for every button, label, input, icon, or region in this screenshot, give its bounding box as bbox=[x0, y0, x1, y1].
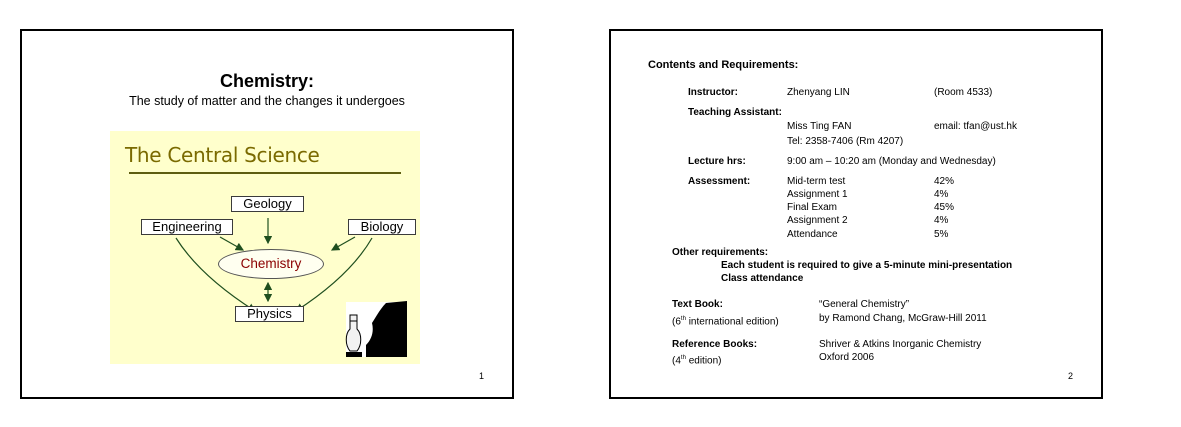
ta-name: Miss Ting FAN bbox=[787, 121, 852, 132]
textbook-label: Text Book: bbox=[672, 299, 723, 310]
page-number: 2 bbox=[1068, 371, 1074, 381]
assessment-pct: 45% bbox=[934, 202, 955, 213]
node-physics: Physics bbox=[235, 306, 304, 322]
node-geology: Geology bbox=[231, 196, 304, 212]
central-science-diagram bbox=[110, 131, 420, 364]
ta-email: email: tfan@ust.hk bbox=[934, 121, 1017, 132]
ta-label: Teaching Assistant: bbox=[688, 107, 782, 118]
instructor-name: Zhenyang LIN bbox=[787, 87, 850, 98]
contents-heading: Contents and Requirements: bbox=[648, 59, 799, 71]
ta-tel: Tel: 2358-7406 (Rm 4207) bbox=[787, 136, 904, 147]
reference-label: Reference Books: bbox=[672, 339, 758, 350]
slide-title: Chemistry: bbox=[219, 71, 315, 91]
arrow-engineering-chemistry bbox=[220, 237, 243, 250]
slide-subtitle: The study of matter and the changes it undergoes bbox=[129, 94, 405, 108]
diagram-title: The Central Science bbox=[125, 143, 320, 167]
assessment-pct: 4% bbox=[934, 189, 949, 200]
textbook-title: “General Chemistry” bbox=[819, 299, 910, 310]
reference-edition: (4th edition) bbox=[672, 355, 722, 367]
reference-publisher: Oxford 2006 bbox=[819, 352, 875, 363]
node-chemistry: Chemistry bbox=[218, 249, 324, 279]
other-requirements-label: Other requirements: bbox=[672, 247, 769, 258]
textbook-edition: (6th international edition) bbox=[672, 316, 779, 328]
requirement-presentation: Each student is required to give a 5-minute mini-presentation bbox=[721, 260, 1013, 271]
reference-title: Shriver & Atkins Inorganic Chemistry bbox=[819, 339, 982, 350]
assessment-label: Assessment: bbox=[688, 176, 751, 187]
lecture-label: Lecture hrs: bbox=[688, 156, 746, 167]
instructor-label: Instructor: bbox=[688, 87, 738, 98]
assessment-pct: 42% bbox=[934, 176, 955, 187]
diagram-arrows bbox=[110, 131, 420, 364]
assessment-pct: 4% bbox=[934, 215, 949, 226]
node-biology: Biology bbox=[348, 219, 416, 235]
arrow-biology-chemistry bbox=[332, 237, 355, 250]
slide-2 bbox=[609, 29, 1103, 399]
assessment-item: Attendance bbox=[787, 229, 838, 240]
assessment-pct: 5% bbox=[934, 229, 949, 240]
silhouette-flask-icon bbox=[346, 301, 407, 357]
instructor-room: (Room 4533) bbox=[934, 87, 993, 98]
textbook-author: by Ramond Chang, McGraw-Hill 2011 bbox=[819, 313, 987, 324]
slide-1 bbox=[20, 29, 514, 399]
requirement-attendance: Class attendance bbox=[721, 273, 804, 284]
page-number: 1 bbox=[479, 371, 485, 381]
lecture-hours: 9:00 am – 10:20 am (Monday and Wednesday) bbox=[787, 156, 996, 167]
node-engineering: Engineering bbox=[141, 219, 233, 235]
assessment-item: Mid-term test bbox=[787, 176, 846, 187]
assessment-item: Assignment 1 bbox=[787, 189, 848, 200]
assessment-item: Assignment 2 bbox=[787, 215, 848, 226]
assessment-item: Final Exam bbox=[787, 202, 838, 213]
